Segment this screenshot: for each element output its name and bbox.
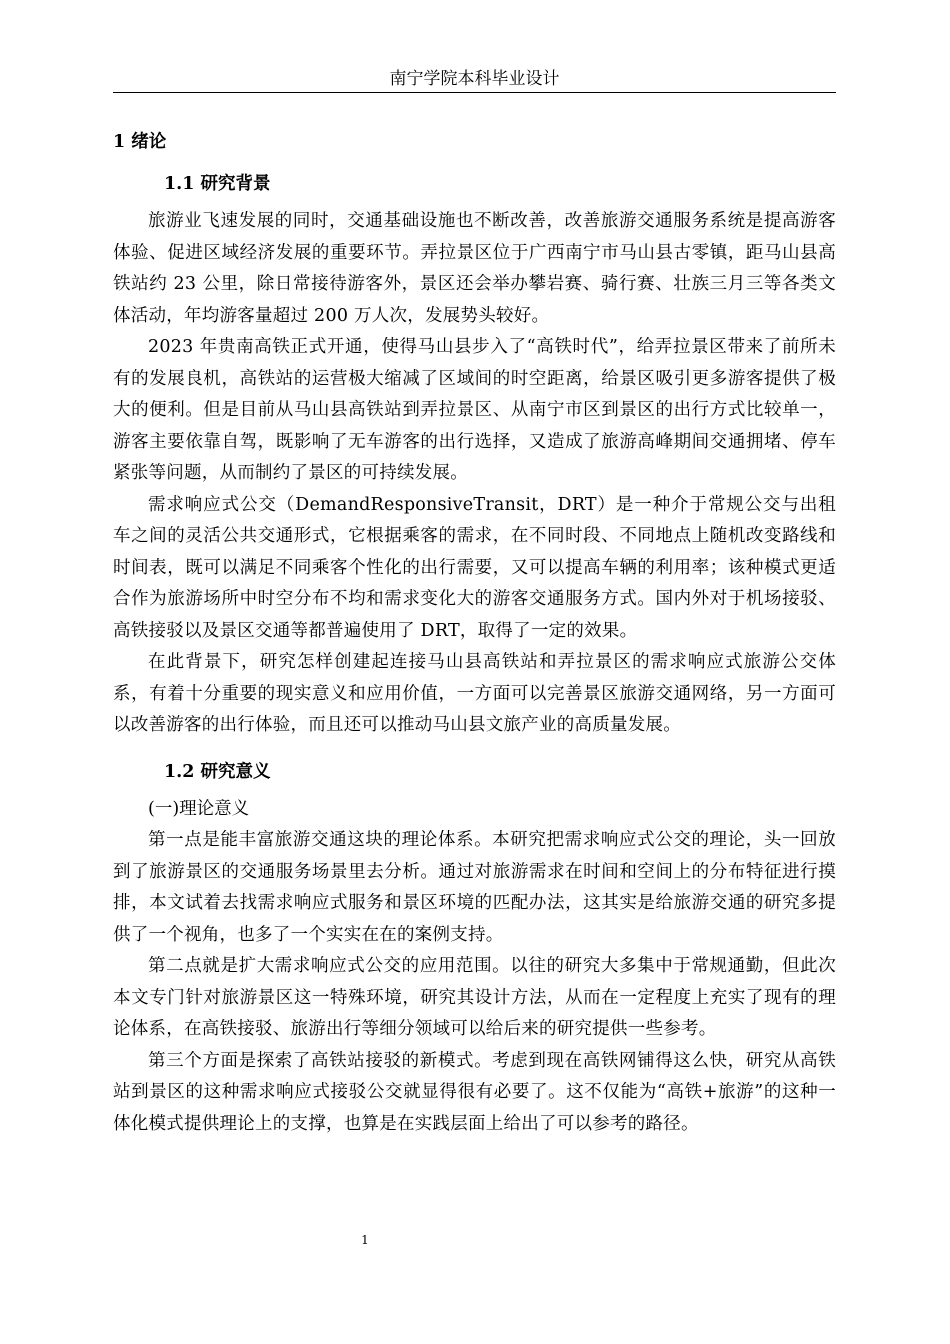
- paragraph: 第二点就是扩大需求响应式公交的应用范围。以往的研究大多集中于常规通勤，但此次本文专门针对旅游景区这一特殊环境，研究其设计方法，从而在一定程度上充实了现有的理论体系，在高铁接驳、旅游出行等细分领域可以给后来的研究提供一些参考。: [113, 956, 836, 1039]
- paragraph: 2023 年贵南高铁正式开通，使得马山县步入了“高铁时代”，给弄拉景区带来了前所未有的发展良机，高铁站的运营极大缩减了区域间的时空距离，给景区吸引更多游客提供了极大的便利。但是目前从马山县高铁站到弄拉景区、从南宁市区到景区的出行方式比较单一，游客主要依靠自驾，既影响了无车游客的出行选择，又造成了旅游高峰期间交通拥堵、停车紧张等问题，从而制约了景区的可持续发展。: [113, 337, 836, 483]
- chapter-title: 1 绪论: [113, 132, 167, 152]
- paragraph: 第三个方面是探索了高铁站接驳的新模式。考虑到现在高铁网铺得这么快，研究从高铁站到景区的这种需求响应式接驳公交就显得很有必要了。这不仅能为“高铁+旅游”的这种一体化模式提供理论上的支撑，也算是在实践层面上给出了可以参考的路径。: [113, 1050, 836, 1134]
- running-header: 南宁学院本科毕业设计: [389, 69, 560, 89]
- paragraph: 在此背景下，研究怎样创建起连接马山县高铁站和弄拉景区的需求响应式旅游公交体系，有着十分重要的现实意义和应用价值，一方面可以完善景区旅游交通网络，另一方面可以改善游客的出行体验，而且还可以推动马山县文旅产业的高质量发展。: [113, 652, 836, 735]
- page-content: [113, 126, 836, 1140]
- header-rule: [113, 92, 836, 93]
- paragraph: 需求响应式公交（DemandResponsiveTransit，DRT）是一种介于常规公交与出租车之间的灵活公共交通形式，它根据乘客的需求，在不同时段、不同地点上随机改变路线和时间表，既可以满足不同乘客个性化的出行需要，又可以提高车辆的利用率；该种模式更适合作为旅游场所中时空分布不均和需求变化大的游客交通服务方式。国内外对于机场接驳、高铁接驳以及景区交通等都普遍使用了 DRT，取得了一定的效果。: [113, 494, 836, 641]
- page-number: 1: [361, 1233, 369, 1247]
- paragraph: 旅游业飞速发展的同时，交通基础设施也不断改善，改善旅游交通服务系统是提高游客体验、促进区域经济发展的重要环节。弄拉景区位于广西南宁市马山县古零镇，距马山县高铁站约 23 公里，除日常接待游客外，景区还会举办攀岩赛、骑行赛、壮族三月三等各类文体活动，年均游客量超过 200 万人次，发展势头较好。: [113, 211, 836, 326]
- section-title-background: 1.1 研究背景: [164, 174, 271, 194]
- paragraph: 第一点是能丰富旅游交通这块的理论体系。本研究把需求响应式公交的理论，头一回放到了旅游景区的交通服务场景里去分析。通过对旅游需求在时间和空间上的分布特征进行摸排，本文试着去找需求响应式服务和景区环境的匹配办法，这其实是给旅游交通的研究多提供了一个视角，也多了一个实实在在的案例支持。: [113, 830, 836, 945]
- spacer: [113, 742, 836, 752]
- spacer: [113, 158, 836, 164]
- section-title-significance: 1.2 研究意义: [164, 761, 271, 782]
- subheading-theoretical: (一)理论意义: [148, 798, 250, 819]
